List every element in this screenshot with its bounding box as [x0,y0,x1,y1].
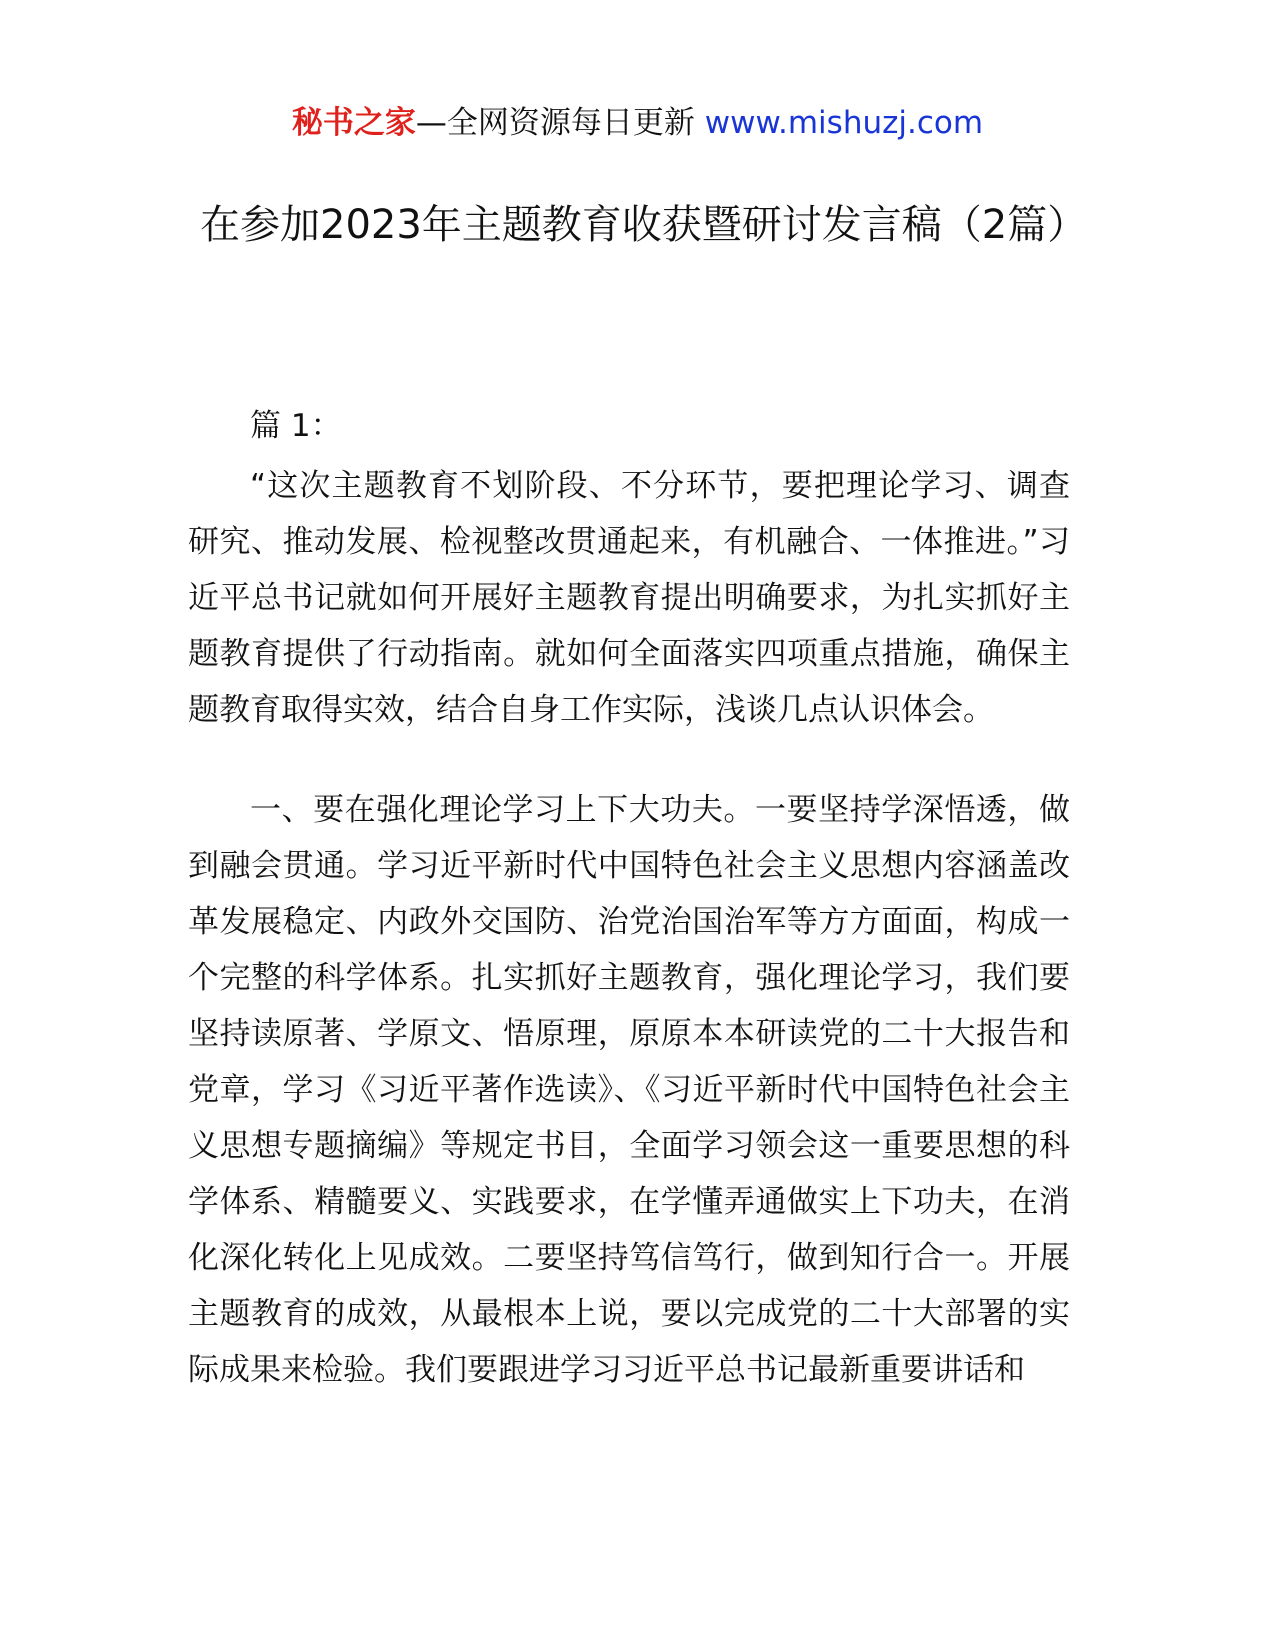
header-tagline: 全网资源每日更新 [446,105,695,141]
site-header [0,100,1275,146]
header-dash: — [415,105,447,141]
document-title: 在参加2023年主题教育收获暨研讨发言稿（2篇） [200,202,1088,248]
section-label: 篇 1： [250,408,342,444]
brand-name: 秘书之家 [291,105,416,141]
document-body [188,398,1070,1398]
paragraph-point-one: 一、要在强化理论学习上下大功夫。一要坚持学深悟透，做到融会贯通。学习近平新时代中国特色社会主义思想内容涵盖改革发展稳定、内政外交国防、治党治国治军等方方面面，构成一个完整的科学体系。扎实抓好主题教育，强化理论学习，我们要坚持读原著、学原文、悟原理，原原本本研读党的二十大报告和党章，学习《习近平著作选读》、《习近平新时代中国特色社会主义思想专题摘编》等规定书目，全面学习领会这一重要思想的科学体系、精髓要义、实践要求，在学懂弄通做实上下功夫，在消化深化转化上见成效。二要坚持笃信笃行，做到知行合一。开展主题教育的成效，从最根本上说，要以完成党的二十大部署的实际成果来检验。我们要跟进学习习近平总书记最新重要讲话和 [188,792,1070,1388]
site-url-link[interactable]: www.mishuzj.com [704,105,984,141]
paragraph-intro: “这次主题教育不划阶段、不分环节，要把理论学习、调查研究、推动发展、检视整改贯通起来，有机融合、一体推进。”习近平总书记就如何开展好主题教育提出明确要求，为扎实抓好主题教育提供了行动指南。就如何全面落实四项重点措施，确保主题教育取得实效，结合自身工作实际，浅谈几点认识体会。 [188,468,1070,728]
